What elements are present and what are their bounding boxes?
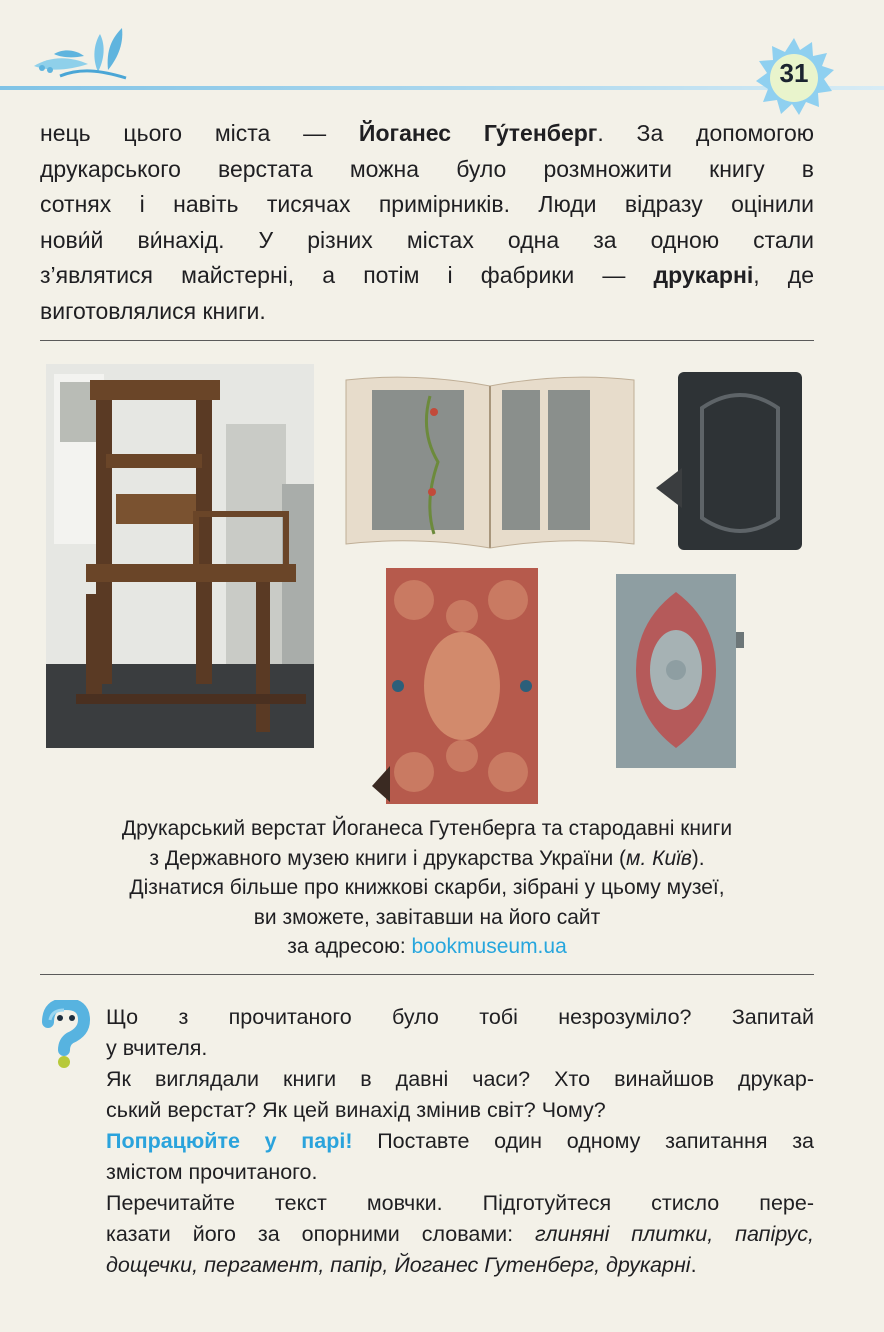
paragraph-line: сотнях і навіть тисячах примірників. Люди відразу оцінили	[40, 191, 814, 217]
open-book-photo	[342, 372, 638, 552]
task-line: у вчителя.	[106, 1036, 208, 1060]
caption-line: з Державного музею книги і друкарства України (м. Київ).	[149, 846, 705, 870]
task-line: Попрацюйте у парі! Поставте один одному запитання за	[106, 1129, 815, 1153]
key-words: дощечки, пергамент, папір, Йоганес Гутенберг, друкарні	[106, 1253, 691, 1277]
bold-term: друкарні	[653, 262, 754, 288]
task-line: змістом прочитаного.	[106, 1160, 318, 1184]
task-line: дощечки, пергамент, папір, Йоганес Гутенберг, друкарні.	[106, 1253, 697, 1277]
caption-line: Друкарський верстат Йоганеса Гутенберга та стародавні книги	[121, 817, 733, 840]
pair-work-label: Попрацюйте у парі!	[106, 1129, 353, 1153]
jeweled-book-photo	[368, 566, 542, 806]
key-words: глиняні плитки, папірус,	[535, 1222, 814, 1246]
task-line: казати його за опорними словами: глиняні плитки, папірус,	[106, 1222, 814, 1246]
silver-book-photo	[612, 572, 746, 770]
task-line: ський верстат? Як цей винахід змінив світ? Чому?	[106, 1098, 606, 1122]
museum-link[interactable]: bookmuseum.ua	[411, 935, 567, 958]
caption-line: Дізнатися більше про книжкові скарби, зібрані у цьому музеї,	[129, 876, 725, 899]
paragraph-line: виготовлялися книги.	[40, 297, 266, 324]
image-caption	[40, 814, 814, 962]
paragraph-line: нови́й ви́нахід. У різних містах одна за одною стали	[40, 226, 814, 253]
divider	[40, 340, 814, 341]
divider	[40, 974, 814, 975]
task-line: Перечитайте текст мовчки. Підготуйтеся стисло пере-	[106, 1191, 814, 1215]
caption-line: за адресою: bookmuseum.ua	[287, 935, 567, 958]
questions-block	[106, 1002, 814, 1281]
printing-press-photo	[46, 364, 314, 748]
paragraph-line: нець цього міста — Йоганес Гу́тенберг. За допомогою	[40, 120, 815, 146]
caption-line: ви зможете, завітавши на його сайт	[253, 905, 601, 929]
task-line: Що з прочитаного було тобі незрозуміло? Запитай	[106, 1005, 814, 1029]
paragraph-line: з’являтися майстерні, а потім і фабрики — друкарні, де	[40, 262, 814, 288]
page-number: 31	[779, 58, 809, 88]
task-line: Як виглядали книги в давні часи? Хто винайшов друкар-	[106, 1067, 814, 1091]
leather-book-photo	[652, 368, 806, 554]
body-paragraph	[40, 116, 814, 329]
leaf-ornament-icon	[30, 24, 130, 82]
bold-term: Йоганес Гу́тенберг	[358, 120, 598, 146]
paragraph-line: друкарського верстата можна було розмножити книгу в	[40, 155, 814, 182]
question-mark-icon	[36, 1000, 94, 1070]
